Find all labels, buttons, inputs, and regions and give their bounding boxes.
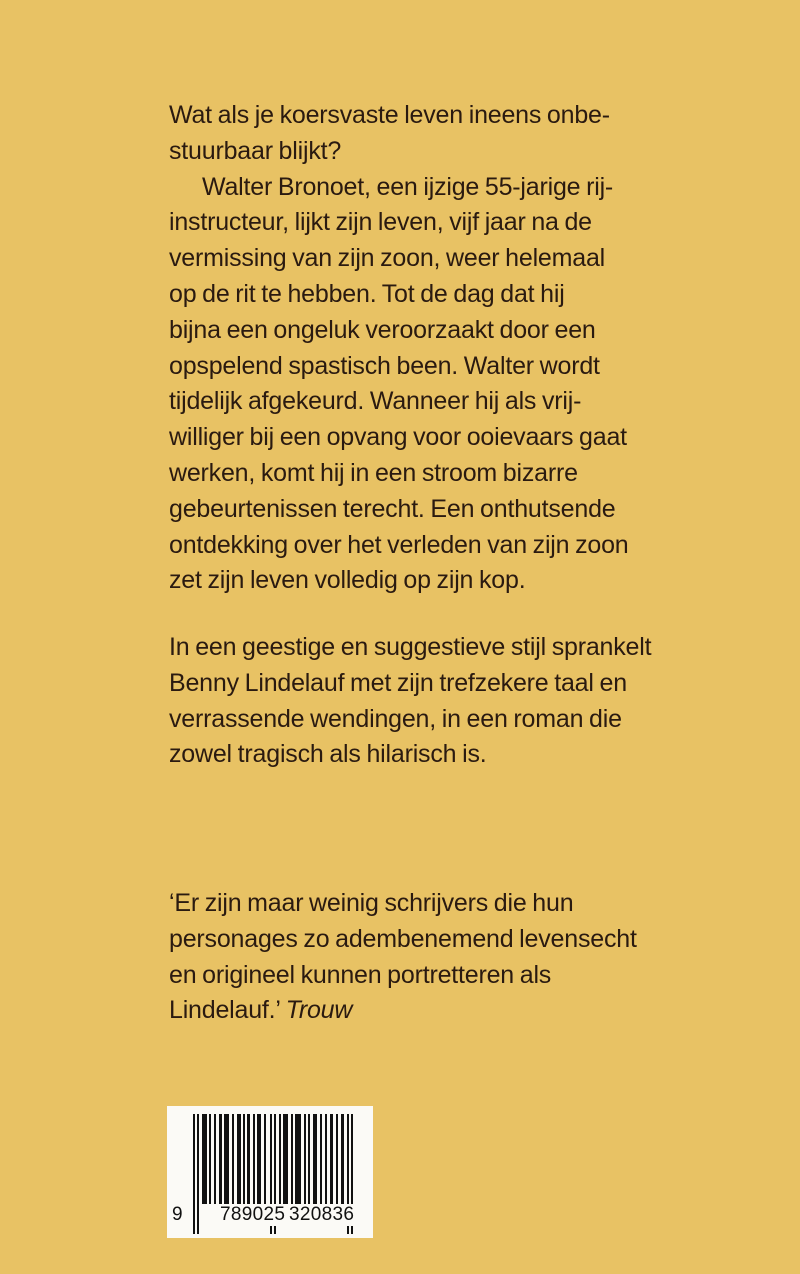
review-line: verrassende wendingen, in een roman die (169, 704, 622, 733)
blurb-line: Wat als je koersvaste leven ineens onbe- (169, 101, 610, 129)
press-quote (169, 886, 689, 1029)
blurb-line: stuurbaar blijkt? (169, 136, 342, 165)
blurb-line: op de rit te hebben. Tot de dag dat hij (169, 279, 565, 308)
quote-line: en origineel kunnen portretteren als (169, 960, 552, 989)
quote-text-end: Lindelauf.’ (169, 996, 286, 1025)
quote-last-line (169, 993, 689, 1029)
blurb-line: gebeurtenissen terecht. Een onthutsende (169, 494, 616, 523)
review-line: In een geestige en suggestieve stijl sprankelt (169, 633, 652, 661)
isbn-left-digits: 789025 (220, 1204, 286, 1225)
blurb-paragraph-1 (169, 98, 689, 170)
review-line: Benny Lindelauf met zijn trefzekere taal en (169, 668, 627, 697)
blurb-line: opspelend spastisch been. Walter wordt (169, 351, 600, 380)
isbn-right-digits: 320836 (289, 1204, 355, 1225)
blurb-line: tijdelijk afgekeurd. Wanneer hij als vrij- (169, 387, 582, 416)
blurb-line: bijna een ongeluk veroorzaakt door een (169, 315, 596, 344)
quote-line: personages zo adembenemend levensecht (169, 924, 637, 953)
blurb-line: vermissing van zijn zoon, weer helemaal (169, 244, 606, 273)
blurb-paragraph-2 (169, 170, 689, 600)
review-paragraph (169, 630, 689, 773)
quote-source: Trouw (285, 996, 353, 1025)
blurb-line: instructeur, lijkt zijn leven, vijf jaar na de (169, 208, 592, 237)
blurb-line: ontdekking over het verleden van zijn zoon (169, 530, 629, 559)
isbn-barcode (167, 1106, 373, 1238)
blurb-line: zet zijn leven volledig op zijn kop. (169, 566, 526, 595)
review-line: zowel tragisch als hilarisch is. (169, 740, 487, 769)
blurb-line: williger bij een opvang voor ooievaars gaat (169, 423, 627, 452)
blurb-line: werken, komt hij in een stroom bizarre (169, 458, 578, 487)
isbn-first-digit: 9 (172, 1204, 183, 1225)
quote-line: ‘Er zijn maar weinig schrijvers die hun (169, 889, 574, 917)
blurb-line: Walter Bronoet, een ijzige 55-jarige rij- (202, 172, 614, 201)
blurb (169, 98, 689, 599)
